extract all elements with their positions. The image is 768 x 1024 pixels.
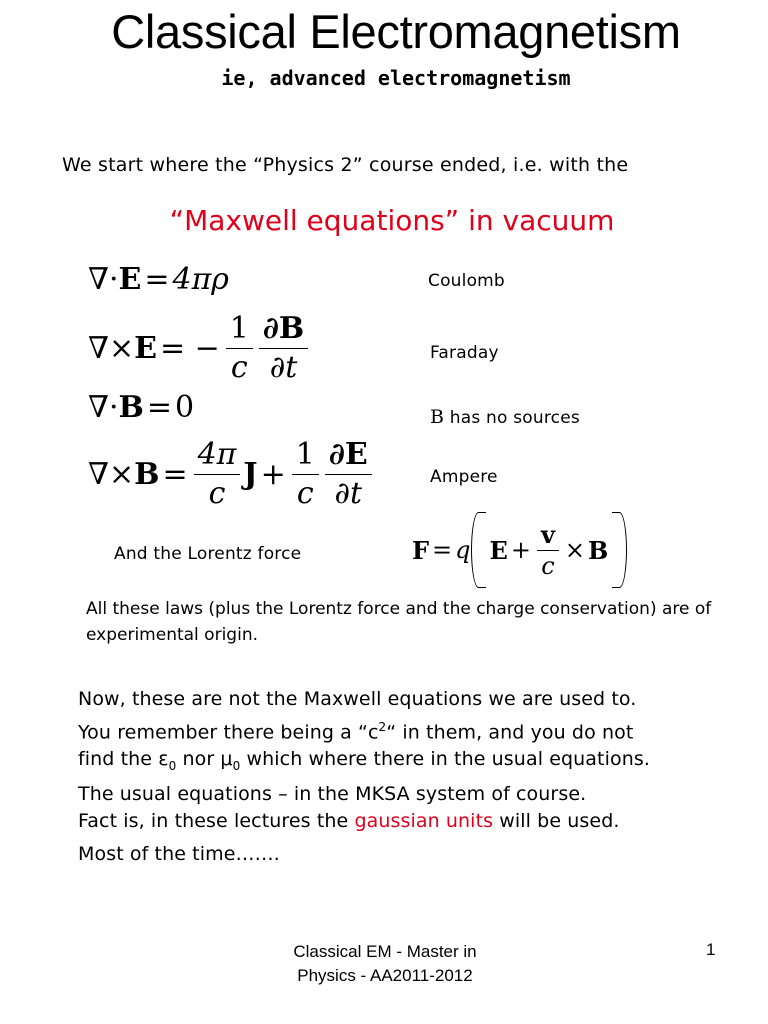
slide-subtitle: ie, advanced electromagnetism — [221, 66, 571, 90]
equals-sign: = — [146, 390, 172, 425]
faraday-equation — [88, 312, 311, 385]
para-line-2 — [78, 714, 758, 747]
curl-operator: ∇× — [88, 457, 135, 492]
current-density-j: J — [243, 457, 258, 492]
fraction-one-over-c — [226, 312, 253, 385]
field-b: B — [134, 457, 160, 492]
field-b: B — [588, 535, 609, 565]
field-b: B — [118, 390, 144, 425]
para-text: nor μ — [176, 748, 233, 771]
numerator: ∂B — [259, 312, 308, 349]
plus-sign: + — [510, 536, 531, 564]
coulomb-equation — [88, 262, 229, 297]
superscript-2: 2 — [378, 719, 387, 734]
intro-text: We start where the “Physics 2” course ended, i.e. with the — [62, 154, 629, 176]
numerator: 1 — [292, 438, 319, 475]
ampere-equation — [88, 438, 375, 511]
cross-sign: × — [564, 536, 585, 564]
div-operator: ∇· — [88, 262, 119, 297]
denominator: c — [296, 476, 314, 511]
para-line-3 — [78, 746, 758, 780]
numerator: 4π — [194, 438, 241, 475]
denominator: ∂t — [334, 476, 363, 511]
section-title: “Maxwell equations” in vacuum — [169, 204, 615, 237]
denominator: c — [541, 551, 555, 580]
denominator: c — [230, 350, 248, 385]
fraction-dE-dt — [325, 438, 372, 511]
equals-sign: = — [162, 457, 188, 492]
field-e: E — [134, 331, 157, 366]
gaussian-units-highlight: gaussian units — [354, 810, 494, 833]
coulomb-rhs: 4πρ — [172, 262, 229, 297]
numerator: 1 — [226, 312, 253, 349]
gauss-b-label-text: has no sources — [449, 408, 580, 428]
right-paren — [612, 512, 627, 588]
lorentz-equation — [412, 512, 627, 588]
gauss-b-label — [430, 406, 580, 428]
fraction-4pi-over-c — [194, 438, 241, 511]
para-line-1: Now, these are not the Maxwell equations we are used to. — [78, 688, 637, 710]
numerator: ∂E — [325, 438, 372, 475]
fraction-one-over-c — [292, 438, 319, 511]
para-text: find the ε — [78, 748, 169, 771]
equals-sign: = — [432, 536, 453, 564]
ampere-label: Ampere — [430, 467, 498, 487]
left-paren — [471, 512, 486, 588]
div-operator: ∇· — [88, 390, 119, 425]
page-number: 1 — [706, 940, 716, 959]
equals-minus: = − — [159, 331, 220, 366]
para-text: will be used. — [493, 810, 620, 833]
field-e: E — [118, 262, 142, 297]
charge-q: q — [455, 536, 471, 564]
zero-rhs: 0 — [174, 390, 195, 425]
denominator: ∂t — [269, 350, 298, 385]
slide-footer — [255, 940, 515, 988]
experimental-note: All these laws (plus the Lorentz force and the charge conservation) are of experimental origin. — [86, 599, 712, 645]
slide-title: Classical Electromagnetism — [111, 5, 681, 58]
units-paragraph — [78, 686, 758, 836]
most-of-time-text: Most of the time……. — [78, 843, 280, 865]
para-text: Fact is, in these lectures the — [78, 810, 355, 833]
numerator: v — [537, 522, 559, 551]
equals-sign: = — [144, 262, 170, 297]
gauss-b-equation — [88, 390, 194, 425]
para-text: You remember there being a “c — [78, 720, 379, 743]
coulomb-label: Coulomb — [428, 271, 505, 291]
para-line-4: The usual equations – in the MKSA system of course. — [78, 782, 587, 805]
faraday-label: Faraday — [430, 343, 499, 363]
subscript-0: 0 — [232, 759, 241, 774]
denominator: c — [208, 476, 226, 511]
b-symbol: B — [430, 406, 445, 428]
field-e: E — [489, 535, 508, 565]
para-text: which where there in the usual equations. — [240, 748, 650, 771]
para-line-5 — [78, 808, 758, 836]
footer-line-2: Physics - AA2011-2012 — [297, 966, 473, 985]
lorentz-label: And the Lorentz force — [114, 544, 302, 564]
curl-operator: ∇× — [88, 331, 135, 366]
plus-sign: + — [260, 457, 286, 492]
para-text: “ in them, and you do not — [386, 720, 634, 743]
force-f: F — [412, 535, 430, 565]
fraction-dB-dt — [259, 312, 308, 385]
fraction-v-over-c — [537, 519, 559, 580]
footer-line-1: Classical EM - Master in — [293, 942, 477, 961]
subscript-0: 0 — [168, 759, 177, 774]
